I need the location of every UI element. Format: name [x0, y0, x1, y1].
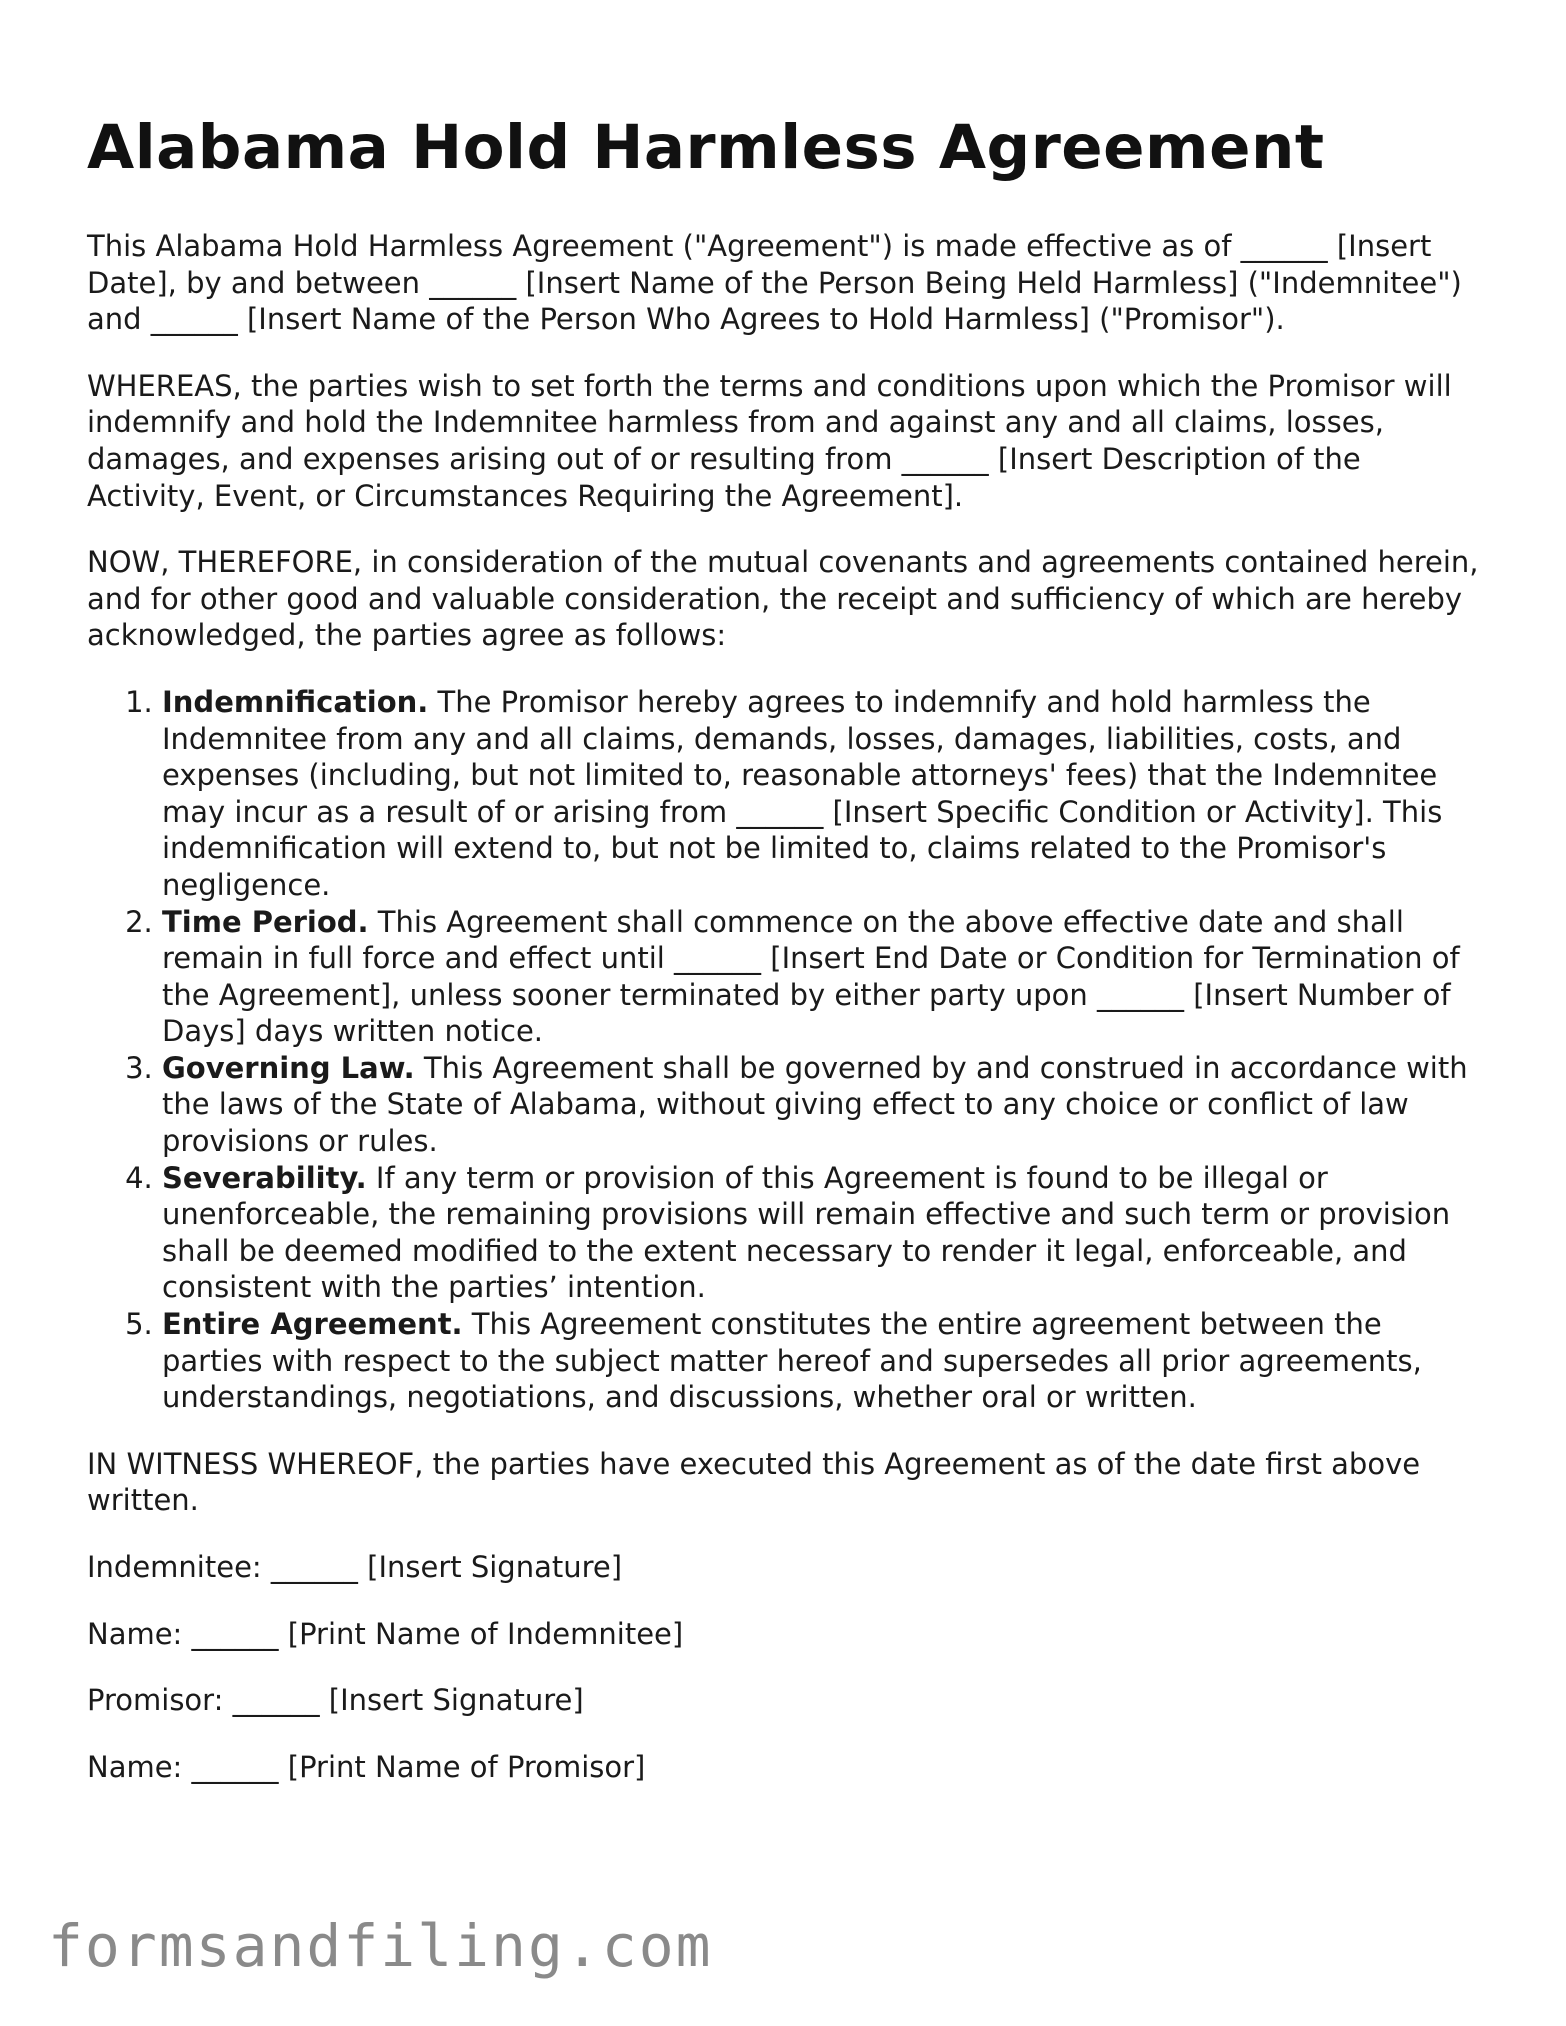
indemnitee-name-line: Name: ______ [Print Name of Indemnitee] [87, 1616, 684, 1651]
indemnitee-signature-line: Indemnitee: ______ [Insert Signature] [87, 1550, 623, 1584]
clause-text: This Agreement constitutes the entire agreement between the parties with respect to the subject matter hereof and supersedes all prior agreements, understandings, negotiations, and discussions, whether oral or written. [162, 1307, 1422, 1415]
clause-heading: Time Period. [162, 904, 369, 939]
clause-item [162, 904, 1487, 1050]
clause-item [162, 684, 1487, 904]
clause-heading: Indemnification. [162, 684, 429, 719]
document-title: Alabama Hold Harmless Agreement [87, 112, 1325, 183]
clause-text: This Agreement shall commence on the above effective date and shall remain in full force and effect until ______ [Insert End Date or Condition for Termination of the Agreement], unless sooner terminated by either party upon ______ [Insert Number of Days] days written notice. [162, 904, 1460, 1049]
clause-list [87, 684, 1487, 1416]
clause-text: This Agreement shall be governed by and construed in accordance with the laws of the State of Alabama, without giving effect to any choice or conflict of law provisions or rules. [162, 1050, 1468, 1159]
intro-paragraph: This Alabama Hold Harmless Agreement ("Agreement") is made effective as of ______ [Insert Date], by and between ______ [Insert Name of the Person Being Held Harmless] ("Indemnitee") and ______ [Insert Name of the Person Who Agrees to Hold Harmless] ("Promisor"). [87, 229, 1462, 337]
clause-heading: Severability. [162, 1160, 367, 1195]
now-therefore-paragraph: NOW, THEREFORE, in consideration of the mutual covenants and agreements contained herein, and for other good and valuable consideration, the receipt and sufficiency of which are hereby acknowledged, the parties agree as follows: [87, 545, 1479, 653]
watermark: formsandfiling.com [48, 1912, 713, 1980]
clause-text: If any term or provision of this Agreement is found to be illegal or unenforceable, the remaining provisions will remain effective and such term or provision shall be deemed modified to the extent necessary to render it legal, enforceable, and consistent with the parties’ intention. [162, 1160, 1451, 1305]
promisor-name-line: Name: ______ [Print Name of Promisor] [87, 1749, 646, 1784]
document-page [87, 108, 1487, 1815]
clause-text: The Promisor hereby agrees to indemnify and hold harmless the Indemnitee from any and all claims, demands, losses, damages, liabilities, costs, and expenses (including, but not limited to, reasonable attorneys' fees) that the Indemnitee may incur as a result of or arising from ______ [Insert Specific Condition or Activity]. This indemnification will extend to, but not be limited to, claims related to the Promisor's negligence. [162, 684, 1443, 902]
witness-paragraph: IN WITNESS WHEREOF, the parties have executed this Agreement as of the date first above written. [87, 1446, 1421, 1518]
clause-heading: Governing Law. [162, 1050, 415, 1085]
promisor-signature-line: Promisor: ______ [Insert Signature] [87, 1683, 584, 1718]
clause-item [162, 1306, 1487, 1416]
clause-heading: Entire Agreement. [162, 1307, 463, 1342]
clause-item [162, 1160, 1487, 1306]
clause-item [162, 1050, 1487, 1160]
whereas-paragraph: WHEREAS, the parties wish to set forth the terms and conditions upon which the Promisor will indemnify and hold the Indemnitee harmless from and against any and all claims, losses, damages, and expenses arising out of or resulting from ______ [Insert Description of the Activity, Event, or Circumstances Requiring the Agreement]. [87, 368, 1452, 513]
